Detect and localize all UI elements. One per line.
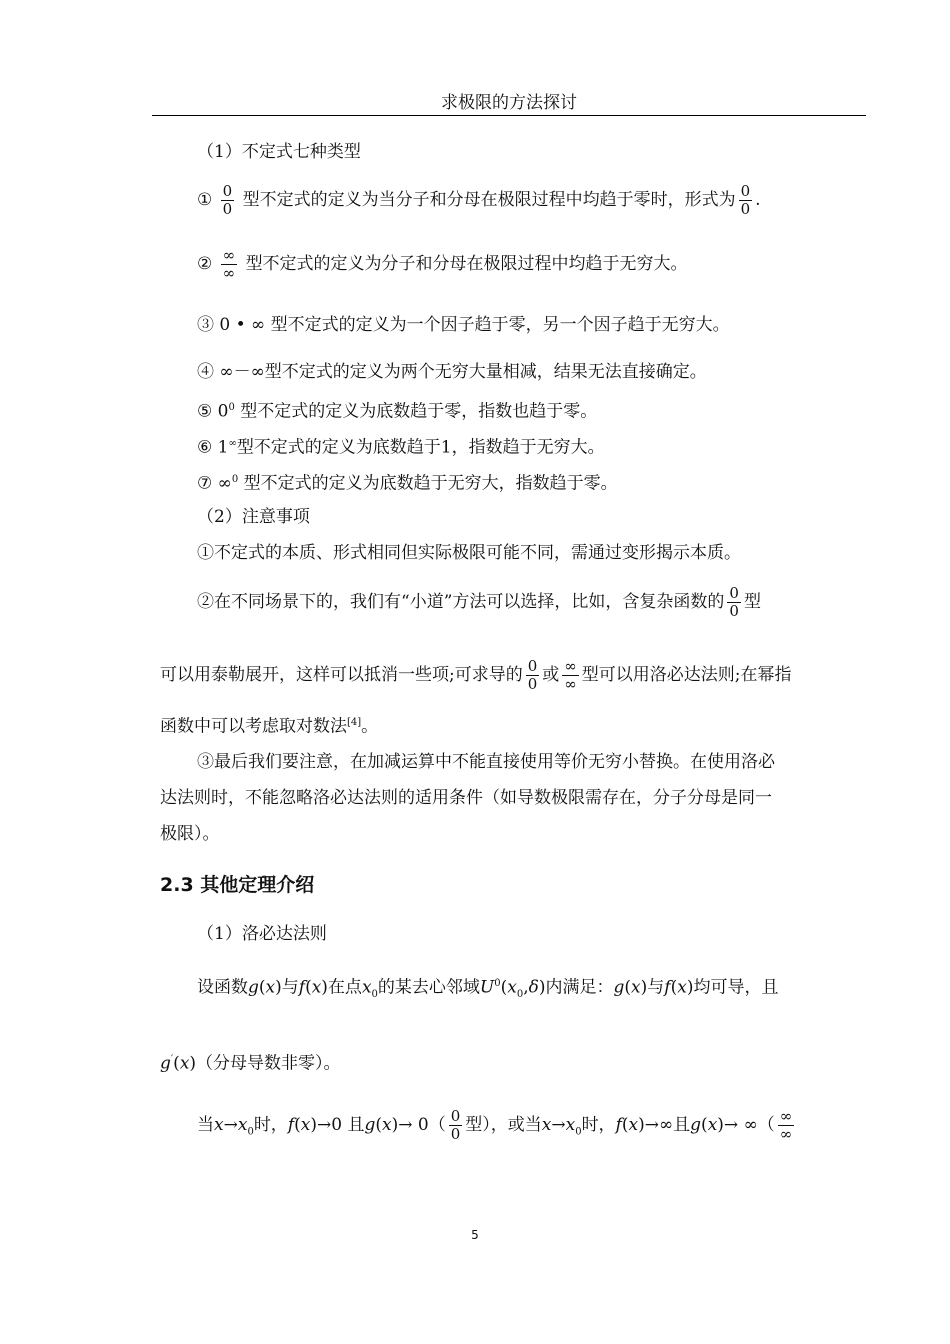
item-1: ① $\frac{0}{0}$ 型不定式的定义为当分子和分母在极限过程中均趋于零时，形式为 $\frac{0}{0}$ . [197, 182, 761, 218]
lhopital-condition-line-3: 当$x\to x_0$时，f(x)→0 且g(x)→ 0（ $\frac{0}{0}$ 型），或当$x\to x_0$时，f(x)→∞且g(x)→ ∞（ $\frac{\infty}{\infty}$ [197, 1107, 793, 1143]
note-3-line-2: 达法则时，不能忽略洛必达法则的适用条件（如导数极限需存在，分子分母是同一 [160, 788, 772, 808]
citation: [4] [347, 717, 362, 728]
section-heading: 2.3 其他定理介绍 [160, 874, 315, 896]
subheading-notes: （2）注意事项 [197, 507, 310, 527]
running-header: 求极限的方法探讨 [441, 93, 577, 113]
note-2-line-2: 可以用泰勒展开，这样可以抵消一些项;可求导的 $\frac{0}{0}$ 或 $\frac{\infty}{\infty}$ 型可以用洛必达法则;在幂指 [160, 657, 792, 693]
note-1: ①不定式的本质、形式相同但实际极限可能不同，需通过变形揭示本质。 [197, 543, 741, 563]
fraction-zero-over-zero: $\frac{0}{0}$ [527, 657, 538, 693]
fraction-inf-over-inf: $\frac{\infty}{\infty}$ [779, 1107, 793, 1143]
fraction-zero-over-zero: $\frac{0}{0}$ [222, 182, 233, 218]
fraction-zero-over-zero: $\frac{0}{0}$ [740, 182, 751, 218]
item-7: ⑦ ∞$^0$ 型不定式的定义为底数趋于无穷大，指数趋于零。 [197, 473, 618, 494]
subheading-lhopital: （1）洛必达法则 [197, 924, 327, 944]
note-2-line-3: 函数中可以考虑取对数法[4]。 [160, 716, 379, 737]
item-6: ⑥ 1∞型不定式的定义为底数趋于1，指数趋于无穷大。 [197, 437, 605, 458]
item-5: ⑤ $0^0$ 型不定式的定义为底数趋于零，指数也趋于零。 [197, 401, 598, 422]
fraction-inf-over-inf: $\frac{\infty}{\infty}$ [564, 657, 577, 693]
note-3-line-1: ③最后我们要注意，在加减运算中不能直接使用等价无穷小替换。在使用洛必 [197, 752, 775, 772]
note-2-line-1: ②在不同场景下的，我们有“小道”方法可以选择，比如，含复杂函数的 $\frac{0}{0}$ 型 [197, 584, 761, 620]
item-2: ② $\frac{\infty}{\infty}$ 型不定式的定义为分子和分母在极限过程中均趋于无穷大。 [197, 246, 688, 282]
page-number: 5 [471, 1228, 479, 1242]
item-3: ③ 0 • ∞ 型不定式的定义为一个因子趋于零，另一个因子趋于无穷大。 [197, 315, 730, 335]
fraction-zero-over-zero: $\frac{0}{0}$ [729, 584, 739, 620]
lhopital-condition-line-1: 设函数g(x)与f(x)在点$x_0$的某去心邻域$U^0(x_0,\delta)$内满足：g(x)与f(x)均可导，且 [197, 977, 779, 1001]
item-4: ④ ∞－∞型不定式的定义为两个无穷大量相减，结果无法直接确定。 [197, 362, 707, 382]
lhopital-condition-line-2: g′(x)（分母导数非零）。 [160, 1053, 341, 1074]
header-rule [152, 115, 866, 116]
fraction-zero-over-zero: $\frac{0}{0}$ [450, 1107, 461, 1143]
fraction-inf-over-inf: $\frac{\infty}{\infty}$ [222, 246, 236, 282]
subheading-types: （1）不定式七种类型 [197, 142, 361, 162]
note-3-line-3: 极限）。 [160, 824, 220, 844]
